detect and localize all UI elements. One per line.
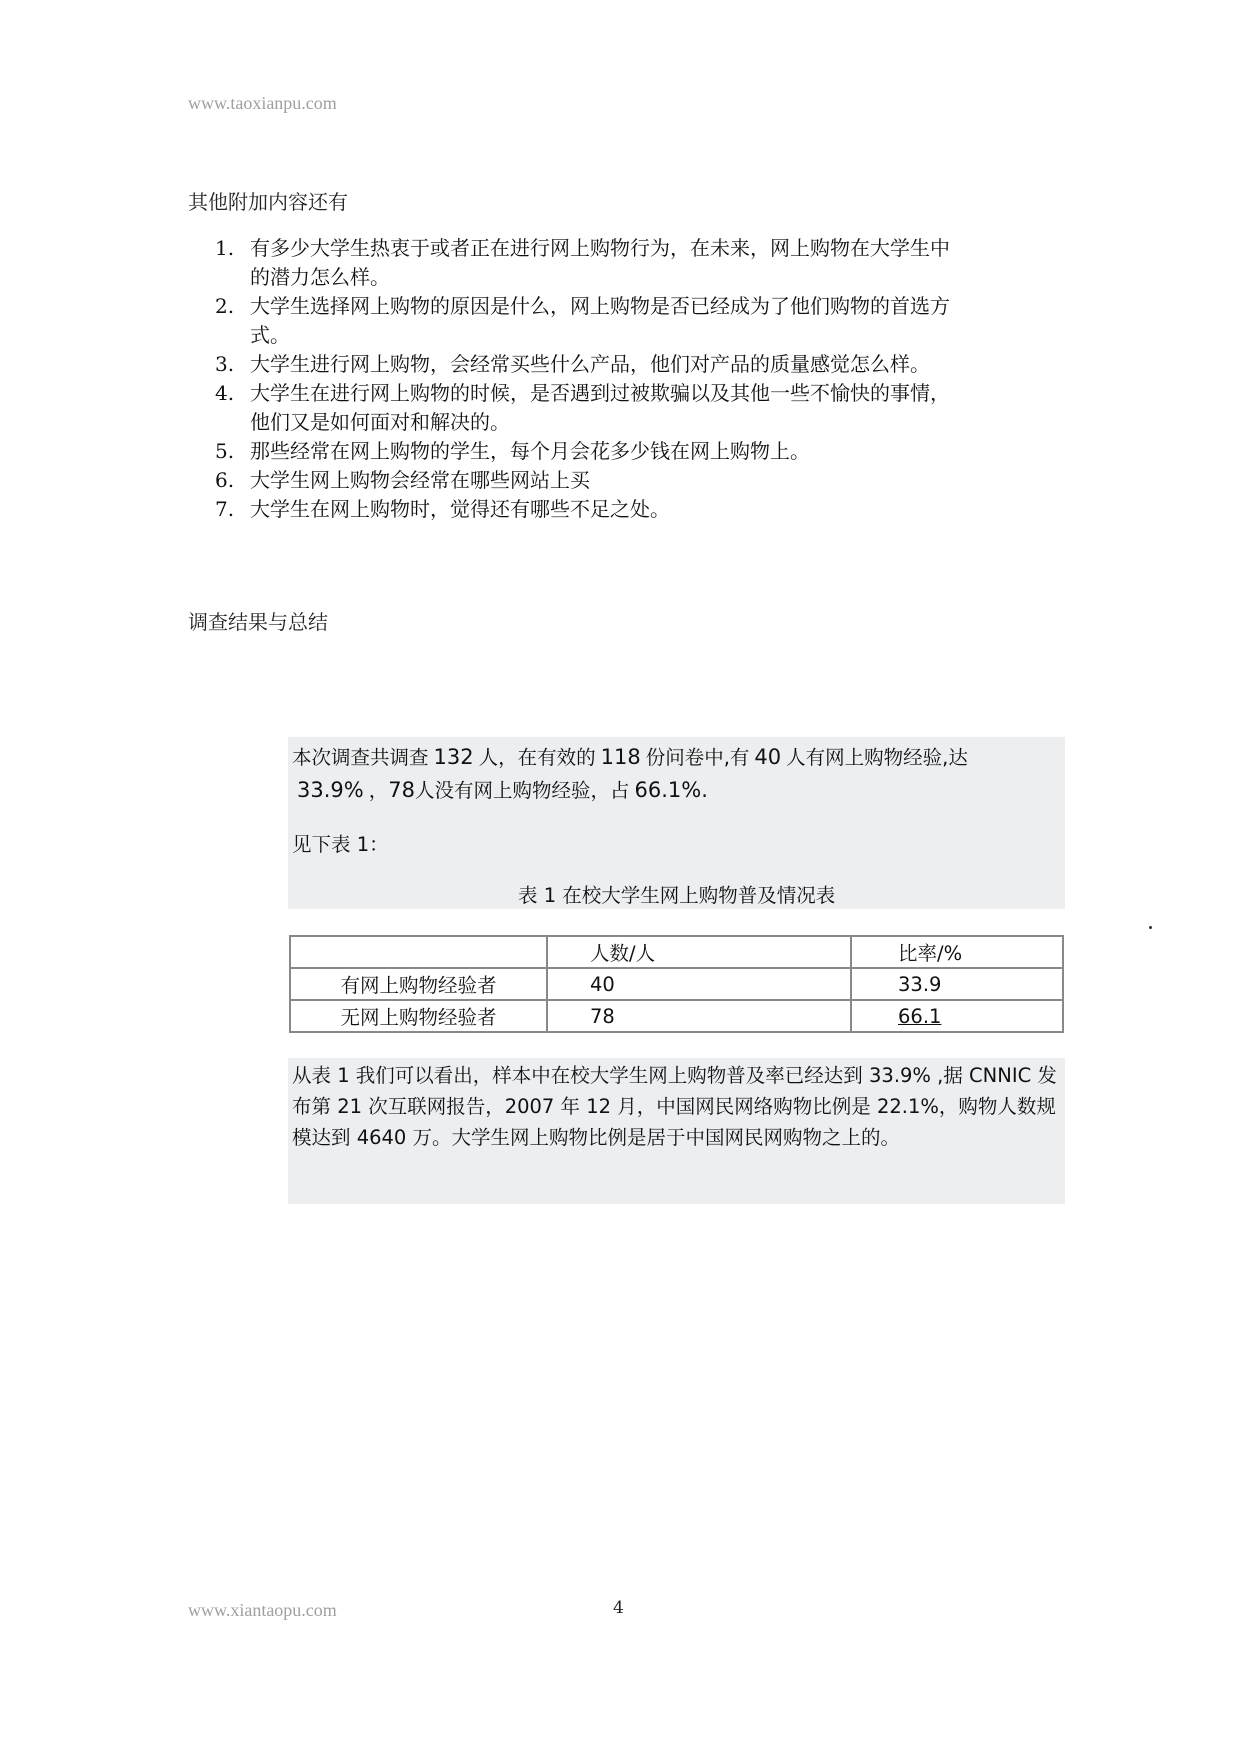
survey-question-list (215, 234, 955, 524)
see-table-note: 见下表 1： (292, 833, 389, 856)
list-item (215, 350, 955, 379)
scanned-intro-block (288, 737, 1065, 909)
experienced-count: 40 (754, 745, 782, 769)
list-item-number: 5. (215, 439, 235, 463)
list-item-text: 大学生进行网上购物，会经常买些什么产品，他们对产品的质量感觉怎么样。 (250, 352, 930, 376)
intro-text: 本次调查共调查 (292, 746, 429, 769)
intro-text: 份问卷中,有 (645, 746, 750, 769)
intro-text: 人有网上购物经验,达 (786, 746, 968, 769)
intro-text: 人没有网上购物经验，占 (414, 779, 630, 802)
scanned-conclusion-block (288, 1058, 1065, 1204)
table-cell: 40 (547, 968, 851, 1000)
list-item-text: 大学生在进行网上购物的时候，是否遇到过被欺骗以及其他一些不愉快的事情，他们又是如何面对和解决的。 (250, 381, 950, 434)
list-item-text: 大学生选择网上购物的原因是什么，网上购物是否已经成为了他们购物的首选方式。 (250, 294, 950, 347)
table-cell: 有网上购物经验者 (290, 968, 547, 1000)
list-item-text: 大学生在网上购物时，觉得还有哪些不足之处。 (250, 497, 670, 521)
list-item-number: 2. (215, 294, 235, 318)
table-cell: 无网上购物经验者 (290, 1000, 547, 1032)
table-header-cell (290, 936, 547, 968)
intro-text: ， (368, 779, 389, 802)
list-item (215, 495, 955, 524)
stray-dot (1149, 926, 1152, 929)
table-row (290, 1000, 1063, 1032)
inexperienced-count: 78 (388, 778, 415, 802)
list-item-text: 有多少大学生热衷于或者正在进行网上购物行为，在未来，网上购物在大学生中的潜力怎么样。 (250, 236, 950, 289)
list-item-number: 6. (215, 468, 235, 492)
table-row (290, 968, 1063, 1000)
list-item-number: 3. (215, 352, 235, 376)
table-header-row (290, 936, 1063, 968)
table-header-cell: 比率/% (851, 936, 1063, 968)
list-item (215, 466, 955, 495)
table-cell: 78 (547, 1000, 851, 1032)
intro-text: 人，在有效的 (478, 746, 596, 769)
experienced-percent: 33.9% (297, 778, 364, 802)
watermark-bottom-url: www.xiantaopu.com (188, 1600, 337, 1620)
watermark-top-url: www.taoxianpu.com (188, 93, 337, 113)
inexperienced-percent: 66.1%. (634, 778, 708, 802)
table-cell: 33.9 (851, 968, 1063, 1000)
list-item-number: 1. (215, 236, 235, 260)
list-item (215, 437, 955, 466)
list-item (215, 234, 955, 292)
conclusion-paragraph: 从表 1 我们可以看出，样本中在校大学生网上购物普及率已经达到 33.9% ,据 CNNIC 发布第 21 次互联网报告，2007 年 12 月，中国网民网络购物比例是 22.1%，购物人数规模达到 4640 万。大学生网上购物比例是居于中国网民网购物之上的。 (292, 1064, 1057, 1149)
list-item-text: 大学生网上购物会经常在哪些网站上买 (250, 468, 590, 492)
section-heading-results-summary: 调查结果与总结 (188, 610, 328, 634)
table-cell: 66.1 (851, 1000, 1063, 1032)
list-item (215, 379, 955, 437)
list-item-number: 7. (215, 497, 235, 521)
section-heading-additional-content: 其他附加内容还有 (188, 190, 348, 214)
list-item-text: 那些经常在网上购物的学生，每个月会花多少钱在网上购物上。 (250, 439, 810, 463)
online-shopping-table (289, 935, 1064, 1033)
list-item (215, 292, 955, 350)
survey-intro-paragraph (292, 741, 1062, 807)
list-item-number: 4. (215, 381, 235, 405)
total-surveyed-count: 132 (433, 745, 474, 769)
page-number: 4 (613, 1598, 624, 1618)
table-caption: 表 1 在校大学生网上购物普及情况表 (518, 884, 836, 907)
valid-questionnaire-count: 118 (600, 745, 641, 769)
table-header-cell: 人数/人 (547, 936, 851, 968)
